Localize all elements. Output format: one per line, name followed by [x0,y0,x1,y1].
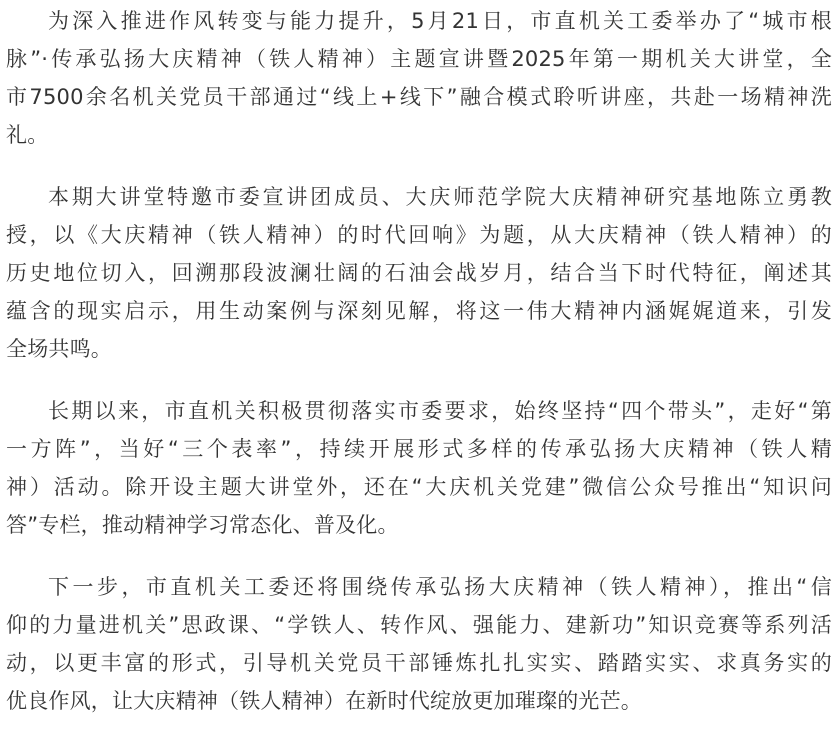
paragraph-line: 授，以《大庆精神（铁人精神）的时代回响》为题，从大庆精神（铁人精神）的 [6,223,832,247]
paragraph-line: 脉”·传承弘扬大庆精神（铁人精神）主题宣讲暨2025年第一期机关大讲堂，全 [6,47,832,71]
paragraph-line: 市7500余名机关党员干部通过“线上+线下”融合模式聆听讲座，共赴一场精神洗 [6,85,832,109]
paragraph-line: 本期大讲堂特邀市委宣讲团成员、大庆师范学院大庆精神研究基地陈立勇教 [48,185,832,209]
paragraph-line: 长期以来，市直机关积极贯彻落实市委要求，始终坚持“四个带头”，走好“第 [48,399,832,423]
paragraph-line: 优良作风，让大庆精神（铁人精神）在新时代绽放更加璀璨的光芒。 [6,689,642,713]
paragraph-line: 下一步，市直机关工委还将围绕传承弘扬大庆精神（铁人精神），推出“信 [48,575,832,599]
paragraph-line: 为深入推进作风转变与能力提升，5月21日，市直机关工委举办了“城市根 [48,9,832,33]
paragraph-line: 历史地位切入，回溯那段波澜壮阔的石油会战岁月，结合当下时代特征，阐述其 [6,261,832,285]
paragraph-line: 仰的力量进机关”思政课、“学铁人、转作风、强能力、建新功”知识竞赛等系列活 [6,613,832,637]
paragraph-line: 答”专栏，推动精神学习常态化、普及化。 [6,513,399,537]
paragraph-line: 礼。 [6,123,49,147]
paragraph-line: 蕴含的现实启示，用生动案例与深刻见解，将这一伟大精神内涵娓娓道来，引发 [6,299,832,323]
paragraph-line: 动，以更丰富的形式，引导机关党员干部锤炼扎扎实实、踏踏实实、求真务实的 [6,651,832,675]
paragraph-line: 神）活动。除开设主题大讲堂外，还在“大庆机关党建”微信公众号推出“知识问 [6,475,832,499]
paragraph-line: 一方阵”，当好“三个表率”，持续开展形式多样的传承弘扬大庆精神（铁人精 [6,437,832,461]
paragraph-line: 全场共鸣。 [6,337,112,361]
